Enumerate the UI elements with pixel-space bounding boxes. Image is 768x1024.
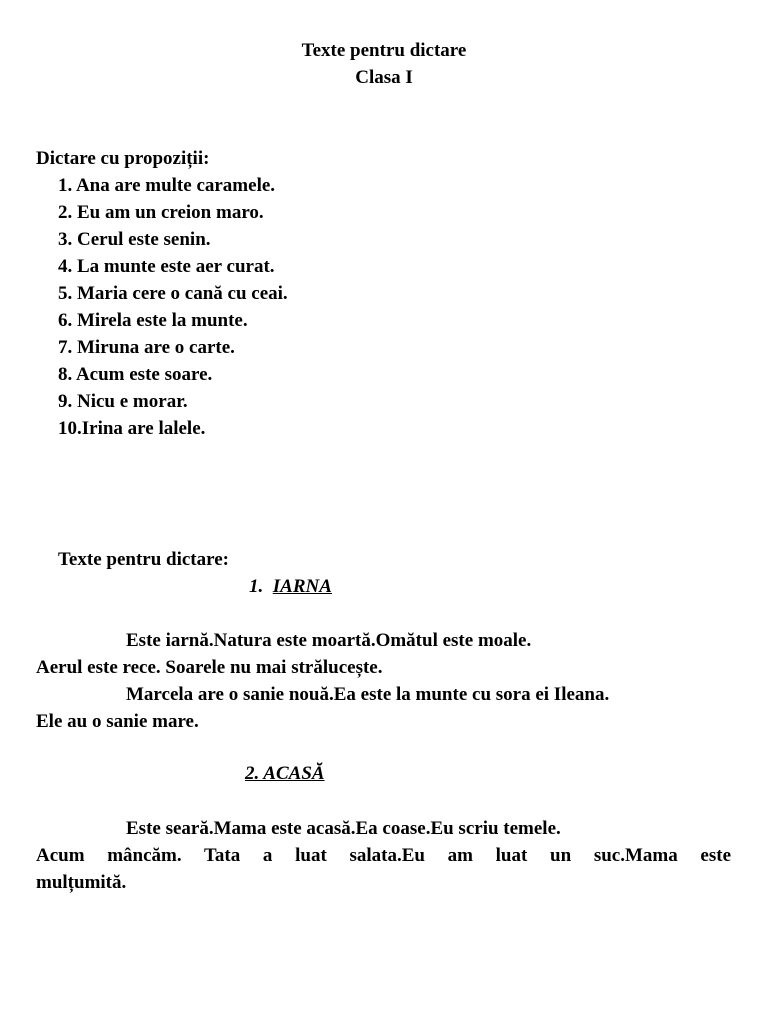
story2-title-text: 2. ACASĂ <box>245 763 325 784</box>
sentence-item: 4. La munte este aer curat. <box>58 256 275 277</box>
story1-title <box>249 573 332 600</box>
story2-line-2 <box>36 842 731 869</box>
sentence-item: 2. Eu am un creion maro. <box>58 202 264 223</box>
sentences-heading: Dictare cu propoziții: <box>36 148 210 169</box>
story2-title <box>245 760 325 787</box>
sentence-list <box>58 172 288 442</box>
story1-line-3: Marcela are o sanie nouă.Ea este la munte cu sora ei Ileana. <box>126 684 610 705</box>
document-subtitle: Clasa I <box>355 67 413 88</box>
sentence-item: 5. Maria cere o cană cu ceai. <box>58 283 288 304</box>
texts-heading: Texte pentru dictare: <box>58 549 229 570</box>
sentence-item: 6. Mirela este la munte. <box>58 310 248 331</box>
sentence-item: 7. Miruna are o carte. <box>58 337 235 358</box>
sentence-item: 10.Irina are lalele. <box>58 418 206 439</box>
story2-line-3: mulțumită. <box>36 872 127 893</box>
story2-line-1: Este seară.Mama este acasă.Ea coase.Eu scriu temele. <box>126 818 561 839</box>
story1-line-1: Este iarnă.Natura este moartă.Omătul este moale. <box>126 630 532 651</box>
story1-title-text: IARNA <box>272 576 332 597</box>
sentence-item: 9. Nicu e morar. <box>58 391 188 412</box>
story1-line-4: Ele au o sanie mare. <box>36 711 199 732</box>
sentence-item: 8. Acum este soare. <box>58 364 213 385</box>
story1-number: 1. <box>249 576 264 597</box>
story2-line-2-text: Acum mâncăm. Tata a luat salata.Eu am luat un suc.Mama este <box>36 845 731 866</box>
sentence-item: 3. Cerul este senin. <box>58 229 211 250</box>
sentence-item: 1. Ana are multe caramele. <box>58 175 276 196</box>
document-title: Texte pentru dictare <box>301 40 467 61</box>
story1-line-2: Aerul este rece. Soarele nu mai strălucește. <box>36 657 383 678</box>
